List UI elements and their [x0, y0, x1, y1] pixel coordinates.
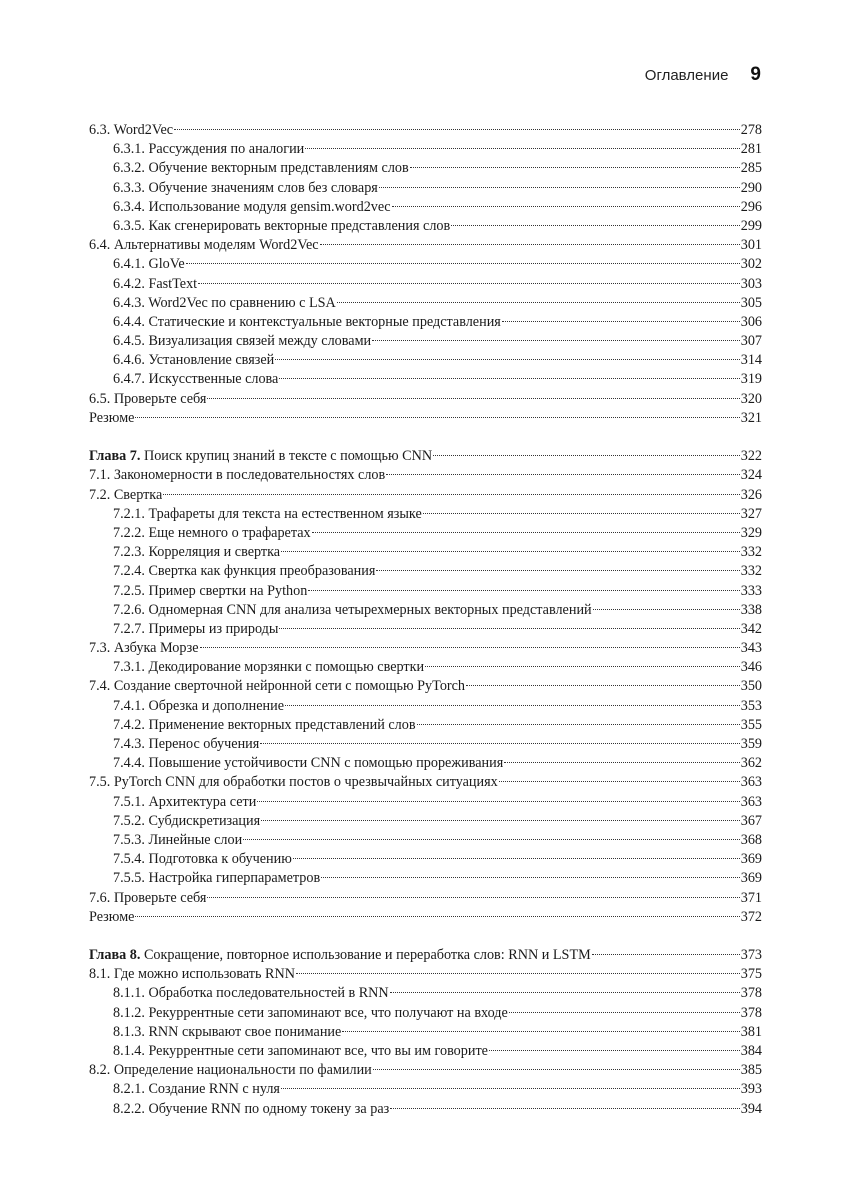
toc-entry[interactable]	[89, 486, 762, 505]
entry-title: 7.2.7. Примеры из природы	[113, 620, 279, 637]
dot-leader	[135, 916, 739, 917]
toc-entry[interactable]	[89, 754, 762, 773]
entry-title	[89, 946, 591, 965]
entry-page-number: 384	[740, 1043, 762, 1059]
entry-page-number: 367	[740, 812, 762, 829]
dot-leader	[281, 551, 740, 552]
entry-page-number: 290	[740, 179, 762, 196]
dot-leader	[423, 513, 740, 514]
entry-page-number: 368	[740, 831, 762, 848]
toc-entry[interactable]	[89, 984, 762, 1003]
toc-entry[interactable]	[89, 1100, 762, 1119]
toc-entry[interactable]	[89, 1061, 762, 1080]
dot-leader	[261, 820, 740, 821]
entry-page-number: 299	[740, 217, 762, 234]
toc-entry[interactable]	[89, 409, 762, 428]
entry-title: 8.1.1. Обработка последовательностей в RNN	[113, 985, 389, 1002]
toc-entry[interactable]	[89, 869, 762, 888]
dot-leader	[257, 801, 739, 802]
entry-page-number: 303	[740, 275, 762, 292]
dot-leader	[499, 781, 740, 782]
running-head	[645, 64, 761, 86]
toc-entry[interactable]	[89, 677, 762, 696]
entry-title: 7.2.5. Пример свертки на Python	[113, 582, 308, 599]
entry-title: Резюме	[89, 908, 135, 925]
toc-entry[interactable]	[89, 1080, 762, 1099]
dot-leader	[417, 724, 740, 725]
toc-entry[interactable]	[89, 140, 762, 159]
toc-entry[interactable]	[89, 773, 762, 792]
dot-leader	[509, 1012, 740, 1013]
entry-title: 6.4.2. FastText	[113, 275, 198, 292]
dot-leader	[451, 225, 740, 226]
dot-leader	[502, 321, 740, 322]
entry-title: 7.2.6. Одномерная CNN для анализа четырехмерных векторных представлений	[113, 601, 592, 618]
entry-title: 7.2.1. Трафареты для текста на естественном языке	[113, 505, 422, 522]
chapter-label: Глава 8.	[89, 947, 141, 964]
toc-entry[interactable]	[89, 159, 762, 178]
toc-entry[interactable]	[89, 697, 762, 716]
dot-leader	[279, 378, 739, 379]
entry-page-number: 353	[740, 697, 762, 714]
entry-page-number: 305	[740, 294, 762, 311]
entry-title: 6.4.7. Искусственные слова	[113, 371, 279, 388]
dot-leader	[372, 340, 740, 341]
entry-title: 7.5. PyTorch CNN для обработки постов о чрезвычайных ситуациях	[89, 774, 498, 791]
entry-title: 7.5.2. Субдискретизация	[113, 812, 261, 829]
chapter-title: Поиск крупиц знаний в тексте с помощью CNN	[140, 448, 433, 465]
dot-leader	[376, 570, 739, 571]
entry-title: 8.2. Определение национальности по фамилии	[89, 1062, 372, 1079]
dot-leader	[281, 1088, 740, 1089]
toc-chapter-entry[interactable]	[89, 946, 762, 965]
dot-leader	[308, 590, 739, 591]
toc-entry[interactable]	[89, 812, 762, 831]
entry-page-number: 285	[740, 160, 762, 177]
entry-title: 7.4.1. Обрезка и дополнение	[113, 697, 285, 714]
dot-leader	[135, 417, 739, 418]
entry-title: 7.4.4. Повышение устойчивости CNN с помощью прореживания	[113, 755, 504, 772]
dot-leader	[207, 897, 739, 898]
dot-leader	[279, 628, 739, 629]
dot-leader	[425, 666, 740, 667]
entry-title: 8.1.4. Рекуррентные сети запоминают все, что вы им говорите	[113, 1043, 488, 1059]
entry-page-number: 373	[740, 947, 762, 964]
entry-title: 7.2.4. Свертка как функция преобразования	[113, 563, 376, 580]
entry-page-number: 278	[740, 122, 762, 138]
toc-entry[interactable]	[89, 370, 762, 389]
entry-page-number: 307	[740, 333, 762, 350]
toc-entry[interactable]	[89, 716, 762, 735]
entry-title: 6.3.1. Рассуждения по аналогии	[113, 141, 305, 158]
toc-entry[interactable]	[89, 255, 762, 274]
entry-title: 6.4.3. Word2Vec по сравнению с LSA	[113, 294, 336, 311]
entry-page-number: 296	[740, 198, 762, 215]
entry-page-number: 355	[740, 716, 762, 733]
dot-leader	[296, 973, 740, 974]
dot-leader	[379, 187, 740, 188]
entry-title: 6.4.6. Установление связей	[113, 352, 275, 369]
toc-entry[interactable]	[89, 217, 762, 236]
running-title: Оглавление	[644, 67, 729, 84]
entry-page-number: 393	[740, 1081, 762, 1098]
entry-title: 7.5.5. Настройка гиперпараметров	[113, 870, 321, 887]
entry-title: 7.4.3. Перенос обучения	[113, 736, 260, 752]
entry-page-number: 333	[740, 582, 762, 599]
toc-entry[interactable]	[89, 524, 762, 543]
entry-page-number: 326	[740, 486, 762, 503]
entry-page-number: 324	[740, 467, 762, 484]
entry-page-number: 338	[740, 601, 762, 618]
toc-entry[interactable]	[89, 908, 762, 927]
dot-leader	[466, 685, 740, 686]
toc-entry[interactable]	[89, 198, 762, 217]
dot-leader	[293, 858, 740, 859]
dot-leader	[285, 705, 740, 706]
dot-leader	[390, 992, 740, 993]
toc-entry[interactable]	[89, 735, 762, 754]
entry-page-number: 362	[740, 755, 762, 772]
toc-entry[interactable]	[89, 466, 762, 485]
entry-title	[89, 447, 432, 466]
entry-page-number: 332	[740, 544, 762, 561]
dot-leader	[198, 283, 740, 284]
dot-leader	[305, 148, 739, 149]
entry-title: 8.2.2. Обучение RNN по одному токену за раз	[113, 1100, 390, 1117]
entry-page-number: 322	[740, 448, 762, 465]
entry-page-number: 385	[740, 1062, 762, 1079]
chapter-title: Сокращение, повторное использование и переработка слов: RNN и LSTM	[140, 947, 591, 964]
entry-page-number: 321	[740, 409, 762, 426]
entry-title: 6.3. Word2Vec	[89, 122, 174, 138]
entry-page-number: 329	[740, 524, 762, 541]
dot-leader	[207, 398, 739, 399]
toc-entry[interactable]	[89, 601, 762, 620]
toc-entry[interactable]	[89, 294, 762, 313]
entry-page-number: 371	[740, 889, 762, 906]
entry-page-number: 369	[740, 870, 762, 887]
page-number: 9	[750, 64, 761, 85]
toc-entry[interactable]	[89, 965, 762, 984]
entry-page-number: 381	[740, 1023, 762, 1040]
toc-entry[interactable]	[89, 658, 762, 677]
toc-entry[interactable]	[89, 313, 762, 332]
entry-page-number: 301	[740, 237, 762, 254]
entry-page-number: 320	[740, 390, 762, 407]
entry-page-number: 350	[740, 678, 762, 695]
dot-leader	[337, 302, 740, 303]
entry-page-number: 332	[740, 563, 762, 580]
entry-page-number: 342	[740, 620, 762, 637]
dot-leader	[260, 743, 739, 744]
toc-entry[interactable]	[89, 1023, 762, 1042]
entry-page-number: 314	[740, 352, 762, 369]
dot-leader	[489, 1050, 740, 1051]
toc-entry[interactable]	[89, 351, 762, 370]
entry-page-number: 363	[740, 793, 762, 810]
entry-title: 6.4.5. Визуализация связей между словами	[113, 333, 372, 350]
entry-title: 7.4. Создание сверточной нейронной сети с помощью PyTorch	[89, 678, 466, 695]
toc-entry[interactable]	[89, 543, 762, 562]
entry-title: 6.4. Альтернативы моделям Word2Vec	[89, 237, 319, 254]
entry-title: 7.5.1. Архитектура сети	[113, 793, 257, 810]
entry-page-number: 375	[740, 966, 762, 983]
dot-leader	[174, 129, 740, 130]
entry-title: 8.1. Где можно использовать RNN	[89, 966, 295, 983]
entry-page-number: 378	[740, 985, 762, 1002]
dot-leader	[433, 455, 740, 456]
entry-title: 6.3.2. Обучение векторным представлениям слов	[113, 160, 409, 177]
entry-page-number: 394	[740, 1100, 762, 1117]
entry-title: 6.4.4. Статические и контекстуальные векторные представления	[113, 313, 501, 330]
table-of-contents	[89, 121, 762, 1119]
toc-entry[interactable]	[89, 639, 762, 658]
dot-leader	[386, 474, 740, 475]
dot-leader	[200, 647, 740, 648]
entry-title: 6.3.4. Использование модуля gensim.word2vec	[113, 198, 391, 215]
dot-leader	[410, 167, 740, 168]
dot-leader	[593, 609, 740, 610]
toc-entry[interactable]	[89, 1042, 762, 1061]
toc-entry[interactable]	[89, 562, 762, 581]
toc-entry[interactable]	[89, 179, 762, 198]
dot-leader	[186, 263, 740, 264]
entry-page-number: 346	[740, 659, 762, 676]
toc-entry[interactable]	[89, 390, 762, 409]
entry-page-number: 327	[740, 505, 762, 522]
dot-leader	[275, 359, 740, 360]
dot-leader	[243, 839, 740, 840]
toc-entry[interactable]	[89, 332, 762, 351]
entry-title: 6.4.1. GloVe	[113, 256, 185, 273]
entry-title: 8.1.2. Рекуррентные сети запоминают все, что получают на входе	[113, 1004, 508, 1021]
toc-entry[interactable]	[89, 236, 762, 255]
toc-entry[interactable]	[89, 1004, 762, 1023]
toc-entry[interactable]	[89, 505, 762, 524]
entry-page-number: 372	[740, 908, 762, 925]
dot-leader	[373, 1069, 740, 1070]
entry-title: Резюме	[89, 409, 135, 426]
entry-title: 7.4.2. Применение векторных представлений слов	[113, 716, 416, 733]
entry-title: 6.3.5. Как сгенерировать векторные представления слов	[113, 217, 451, 234]
entry-page-number: 319	[740, 371, 762, 388]
entry-title: 7.2.2. Еще немного о трафаретах	[113, 524, 311, 541]
toc-entry[interactable]	[89, 275, 762, 294]
entry-title: 7.3.1. Декодирование морзянки с помощью свертки	[113, 659, 425, 676]
entry-page-number: 343	[740, 640, 762, 657]
dot-leader	[342, 1031, 739, 1032]
toc-entry[interactable]	[89, 582, 762, 601]
dot-leader	[163, 494, 739, 495]
entry-page-number: 363	[740, 774, 762, 791]
chapter-label: Глава 7.	[89, 448, 141, 465]
entry-title: 7.2.3. Корреляция и свертка	[113, 544, 281, 561]
dot-leader	[312, 532, 740, 533]
entry-title: 7.2. Свертка	[89, 486, 163, 503]
toc-entry[interactable]	[89, 620, 762, 639]
entry-title: 6.5. Проверьте себя	[89, 390, 207, 407]
entry-title: 8.2.1. Создание RNN с нуля	[113, 1081, 280, 1098]
dot-leader	[320, 244, 740, 245]
dot-leader	[592, 954, 740, 955]
toc-entry[interactable]	[89, 850, 762, 869]
entry-title: 7.1. Закономерности в последовательностях слов	[89, 467, 386, 484]
dot-leader	[392, 206, 740, 207]
entry-page-number: 378	[740, 1004, 762, 1021]
toc-entry[interactable]	[89, 793, 762, 812]
entry-page-number: 369	[740, 851, 762, 868]
entry-title: 7.5.3. Линейные слои	[113, 831, 243, 848]
entry-title: 8.1.3. RNN скрывают свое понимание	[113, 1023, 342, 1040]
entry-page-number: 281	[740, 141, 762, 158]
entry-title: 6.3.3. Обучение значениям слов без словаря	[113, 179, 378, 196]
entry-page-number: 302	[740, 256, 762, 273]
toc-chapter-entry[interactable]	[89, 447, 762, 466]
entry-title: 7.3. Азбука Морзе	[89, 640, 199, 657]
toc-entry[interactable]	[89, 889, 762, 908]
entry-title: 7.6. Проверьте себя	[89, 889, 207, 906]
dot-leader	[390, 1108, 739, 1109]
toc-entry[interactable]	[89, 121, 762, 140]
entry-page-number: 306	[740, 313, 762, 330]
entry-title: 7.5.4. Подготовка к обучению	[113, 851, 292, 868]
entry-page-number: 359	[740, 736, 762, 752]
dot-leader	[504, 762, 739, 763]
toc-entry[interactable]	[89, 831, 762, 850]
dot-leader	[321, 877, 740, 878]
